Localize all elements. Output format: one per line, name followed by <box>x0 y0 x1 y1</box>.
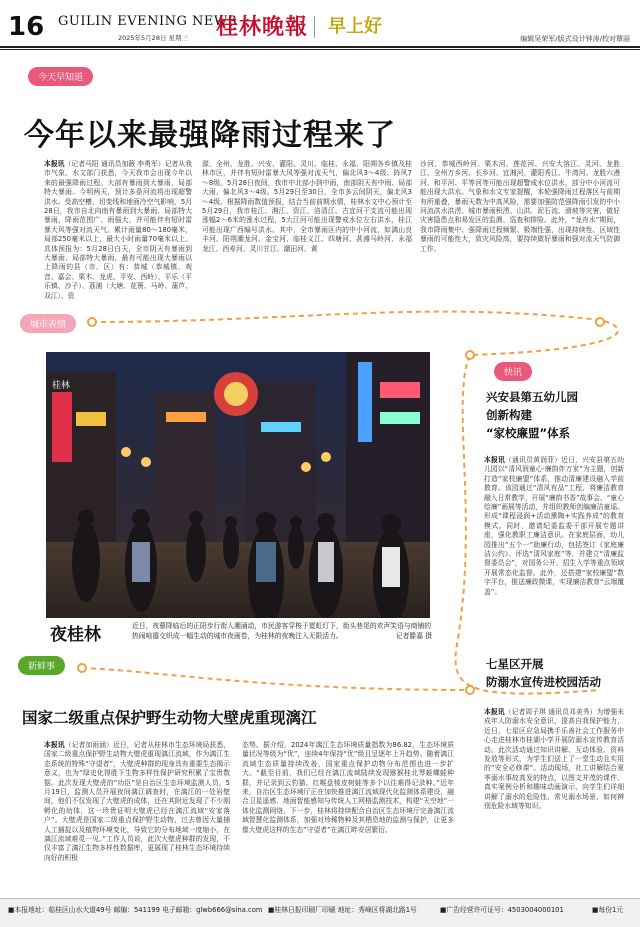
sidebar-story1-lead: 本报讯 <box>484 456 506 464</box>
photo-caption <box>132 622 432 641</box>
footer-printer: ■桂林日报印刷厂印刷 地址：秀峰区将湖北路1号 <box>268 906 417 914</box>
sidebar-story2-title-line: 防溺水宣传进校园活动 <box>486 675 601 689</box>
article1-column-2: 源、全州、龙胜、兴安、灌阳、灵川、临桂、永福、阳朔各乡镇及桂林市区，并伴有短时雷暴大风等强对流天气，偏北风3～4级、阵风7～8级。5月28日夜间，我市中北部小到中雨，南部阴天有中雨、局部大雨，偏北风3～4级。5月29日至30日，全市多云间阴天，偏北风3～4级。根据降雨数值预报，结合当前前期水情，桂林水文中心预计至5月29日，我市桂江、湘江、资江、洛清江、古宜河干支流可能出现涨幅2～6米的涨水过程，5大江河可能出现警戒水位左右洪水，桂江可能出现广西编号洪水。其中，全市暴雨区内的中小河流，如漓山良丰河、阳朔潮龙河、金宝河、临桂义江、四塘河、甚滩马岭河、永福龙江、西寿河、灵川甘江、潮田河、黄 <box>202 160 412 253</box>
sidebar-story2-title <box>486 655 626 691</box>
article2-byline: （记者加雨涵） <box>64 741 113 749</box>
sidebar-story1-title-line: “家校廉盟”体系 <box>486 426 571 440</box>
tag-today: 今天早知道 <box>28 67 93 86</box>
article1-column-3: 沙河、恭城西岭河、栗木河、莲花河、兴安大溶江、灵河、龙胜江、全州万乡河、长乡河、宜湘河、灌阳秀江、牛湾河、龙胜六漫河、和平河、平等河等可能出现超警戒水位洪水，部分中小河流可能出现大洪水。气象和水文专家提醒，本轮强降雨过程落区与前期有所重叠，暴雨天数为中高风险，需要加强防范强降雨引发的中小河流洪水洪涝、城市暴雨积涝、山洪、泥石流、滑坡等灾害，做好灾害隐患点和易发区的监测、巡查和排险。此外，“龙舟水”期间，我市降雨集中、强降雨过程频繁、极端性强，出现持续性、区域性暴雨的可能性大，致灾风险高，要持续做好暴雨和强对流天气防御工作。 <box>420 160 620 253</box>
article2-column-1 <box>44 741 230 863</box>
sidebar-story2-body <box>484 708 624 811</box>
article1-column-1 <box>44 160 192 301</box>
masthead-logo: 桂林晚報 <box>216 14 309 40</box>
issue-date: 2025年5月28日 星期三 <box>118 34 189 42</box>
photo-title: 夜桂林 <box>50 625 101 645</box>
article1-byline: （记者马阳 通讯员加薇 李勇军） <box>64 160 165 168</box>
sidebar-story1-title-line: 创新构建 <box>486 408 532 422</box>
header-rule <box>0 46 640 48</box>
sidebar-story2-text: 为增强未成年人防溺水安全意识，提高自我保护能力，近日，七星区应急局携手乐善社会工作服务中心走进桂林市桂湖小学开展防溺水宣传教育活动。此次活动通过知识讲解、互动体验、资料发放等形式，为学生们送上了一堂生动且实用的“安全必修课”。活动现场，社工讲解结合夏季溺水事故高发的特点，以图文并茂的课件、真实案例分析和趣味动画演示，向学生们详细讲解了溺水的危险性、常见溺水场景、如何辨别危险水域等知识。 <box>484 708 625 811</box>
footer-price: ■每份1元 <box>592 906 624 914</box>
article1-lead: 本报讯 <box>44 160 65 168</box>
sidebar-story1-byline: （通讯员黄润菲） <box>505 456 562 464</box>
article2-lead: 本报讯 <box>44 741 65 749</box>
article2-col1-text: 近日，记者从桂林市生态环境局获悉，国家二级重点保护野生动物大壁虎重现漓江流域，作为漓江生态系统的特殊“守望者”，大壁虎种群的现身具有重要生态揭示意义，也为“绿史化得胜下生物多样性保护研究积累了宝贵数据。此次发现大壁虎的“功臣”是自治区生态环境监测人员，5月19日，监测人员开展夜间漓江调查时，在漓江的一处岩壁间，他们不仅发现了大壁虎的成体，还在其附近发现了不少刚孵化的幼体，这一珍贵证明大壁虎已经在漓江流域“安家落户”。大壁虎是国家二级重点保护野生动物，过去曾因大量捕人工捕捉以及植物环境变化，导致它的分布地域一度缩小，在漓江流域难觅一见。”工作人员说，此次大壁虎种群的发现，不仅丰富了漓江生物多样性数据库，更展现了桂林生态环境持续向好的积极 <box>44 741 231 862</box>
photo-caption-text: 近日，夜幕降临后的正阳步行街人潮涌动，市民游客穿梭于霓虹灯下，街头巷尾的欢声笑语与商铺的热闹喧嚣交织成一幅生动的城市夜画卷，为桂林的夜晚注入无限活力。 <box>132 622 432 640</box>
paper-name-en: GUILIN EVENING NEWS <box>58 14 238 29</box>
article2-headline: 国家二级重点保护野生动物大壁虎重现漓江 <box>22 709 317 727</box>
main-headline: 今年以来最强降雨过程来了 <box>24 118 396 153</box>
sidebar-story2-byline: （记者周子琪 通讯员邓美秀） <box>504 708 597 716</box>
photo-sign-text: 桂林 <box>52 381 71 391</box>
tag-city-expression: 城市表情 <box>20 314 76 333</box>
sidebar-story1-title <box>486 388 626 442</box>
sidebar-story2-lead: 本报讯 <box>484 708 505 716</box>
article2-column-2: 态势。据介绍，2024年漓江生态环境质量指数为86.82，生态环境质量状况等级为“优”，连续4年保持“优”级且呈逐年上升趋势。随着漓江流域生态质量持续改善，国家重点保护动物分布范围也进一步扩大。“截至目前，我们已经在漓江流域陆续发现猕猴桂北琴蛙蝶蛙种群，并记录到云豹猫、红喉盘棱皮树蛙等多个以往难得记录种。”近年来，自治区生态环境厅正在加快推进漓江流域现代化监测体系建设，融合卫星遥感、地面智能感知与传统人工网格监测技术，构建“天空地”一体化监测网络，下一步，桂林将持续配合自治区生态环境厅完善漓江流域智慧化监测体系，加强对珍稀物种及其栖息地的监测与保护，让更多像大壁虎这样的生态“守望者”在漓江畔安居繁衍。 <box>242 741 454 834</box>
sidebar-story2-title-line: 七星区开展 <box>486 657 544 671</box>
footer-address: ■本报地址：临桂区山水大道49号 邮编：541199 电子邮箱：glwb666@sina.com <box>8 906 263 914</box>
editor-credits: 编辑吴荣军/版式设计钟涛/校对覃丽 <box>520 35 630 43</box>
sidebar-story1-body <box>484 456 624 597</box>
tag-new-things: 新鲜事 <box>18 656 65 675</box>
footer-ad-license: ■广告经营许可证号：4503004000101 <box>440 906 564 914</box>
night-street-photo <box>46 352 430 618</box>
sidebar-story1-text: 近日，兴安县第五幼儿园以“清风润童心·廉韵伴万家”为主题，创新打造“家校廉盟”体系，推动清廉建设融入学前教育。该园通过“清风有品”工程，将廉洁教育融入日常教学，开展“廉韵书香”故事会、“童心绘廉”画展等活动，并组织教师创编廉洁童谣。形成“课程浸润+活动熏陶+实践养成”的教育模式。同时，邀请纪委监委干部开展专题讲座，强化教职工廉洁意识。在家庭层面，幼儿园推出“五个一”助廉行动，包括签订《家庭廉洁公约》、评选“清风家庭”等，并建立“清廉监督委员会”，对园务公开、招生入学等重点领域开展常态化监督。此外，还搭建“家校廉盟”数字平台，推送廉政微课，实现廉洁教育“云端覆盖”。 <box>484 456 625 596</box>
article1-col1-text: 记者从我市气象、水文部门获悉，今天我市会出现今年以来的最强降雨过程。大部有暴雨到大暴雨，局部特大暴雨。今明两天，预计多条河流将出现超警洪水。受高空槽、切变线和地面冷空气影响，5月28日，我市自北向南有暴雨到大暴雨、局部特大暴雨，降雨范围广、雨强大，并可能伴有短时雷暴大风等强对流天气。累计雨量80～180毫米，局部250毫米以上，最大小时雨量70毫米以上。具体预报为：5月28日白天，全市阴天有暴雨到大暴雨、局部特大暴雨，最有可能出现大暴雨以上降雨的县（市、区）有：恭城（恭城镇、观音、嘉会、栗木、龙虎、平安、西岭）、平乐（平乐镇、沙子）、荔浦（大塘、花篑、马岭、蒲芦、双江）、资 <box>44 160 193 300</box>
masthead-divider <box>314 16 315 38</box>
header-rule-thin <box>0 49 640 50</box>
page-number: 16 <box>8 12 45 42</box>
sidebar-story1-title-line: 兴安县第五幼儿园 <box>486 390 578 404</box>
section-title: 早上好 <box>328 16 382 37</box>
photo-credit: 记者滕嘉 摄 <box>395 631 432 640</box>
tag-quick-news: 快讯 <box>494 362 532 381</box>
